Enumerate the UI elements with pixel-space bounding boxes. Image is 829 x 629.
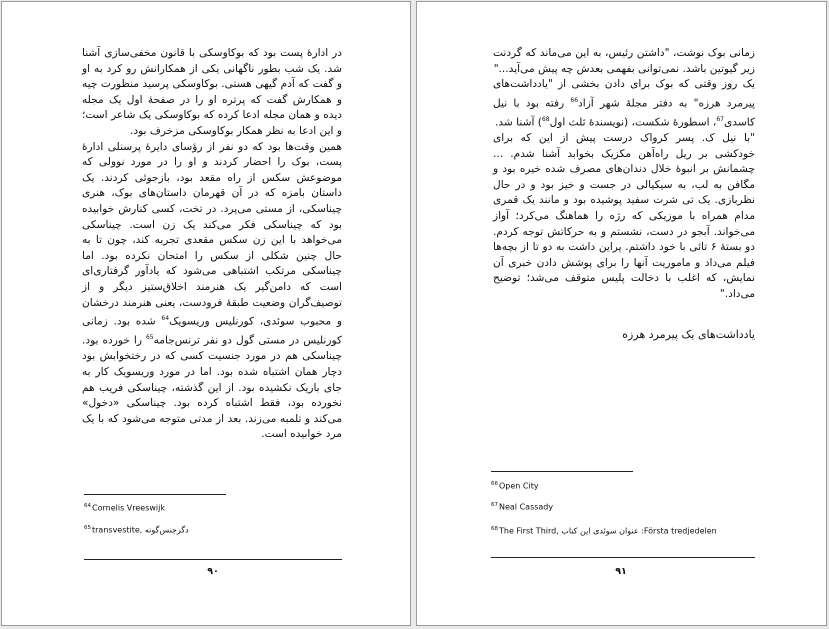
footnote-text: Cornelis Vreeswijk: [92, 503, 165, 513]
page-number: ۹۱: [615, 566, 627, 577]
page-number: ۹۰: [207, 566, 219, 577]
footnote-text: transvestite, دگرجنس‌گونه: [92, 525, 189, 535]
left-page-body: [82, 46, 342, 443]
section-heading: یادداشت‌های یک پیرمرد هرزه: [622, 328, 755, 341]
right-page: [416, 1, 827, 626]
footnote: [84, 501, 165, 514]
footnote-number: 64: [84, 503, 91, 509]
right-page-body: [493, 46, 755, 303]
footnote-ref: 64: [161, 315, 170, 323]
footnote-separator: [84, 494, 226, 495]
footnote: [491, 524, 717, 537]
footnote-text: Neal Cassady: [499, 502, 554, 512]
footnote-number: 66: [491, 481, 498, 487]
left-page: [1, 1, 411, 626]
footnote-number: 65: [84, 525, 91, 531]
footnote: [491, 500, 553, 513]
footnote: [491, 479, 539, 492]
paragraph: در ادارهٔ پست بود که بوکاوسکی با قانون مخفی‌سازی آشنا شد. یک شب بطور ناگهانی یکی از همکارانش رو کرد به او و گفت که آدم گیهی هستی. بوکاوسکی پرسید منظورت چیه و همکارش گفت که پرتره او را در صفحهٔ اول یک مجله دیده و همان مجله ادعا کرده که بوکاوسکی یک شاعر است؛ و این ادعا به نظر همکار بوکاوسکی مزخرف بود.: [82, 47, 342, 137]
paragraph: زمانی بوک نوشت، "داشتن رئیس، به این می‌ماند که گردنت زیر گیوتین باشد. نمی‌توانی بفهمی بعدش چه پیش می‌آید...": [493, 47, 755, 75]
paragraph: یک روز وقتی که بوک برای دادن بخشی از "یادداشت‌های پیرمرد هرزه" به دفتر مجلهٔ شهر آزاد$^{66}$ رفته بود با نیل کاسدی$^{67}$، اسطورهٔ شکست، (نویسندهٔ ثلث اول$^{68}$) آشنا شد.: [493, 78, 755, 129]
footnote-ref: 66: [570, 96, 579, 104]
footnote-text: The First Third, عنوان سوئدی این کتاب :Första tredjedelen: [499, 526, 717, 536]
page-bottom-rule: [491, 557, 755, 558]
paragraph: همین وقت‌ها بود که دو نفر از رؤسای دایرهٔ پرسنلی ادارهٔ پست، بوک را احضار کردند و او را در مورد نوولی که موضوعش سکس از راه مقعد بود، بازجوئی کردند. یک داستان بامزه که در آن قهرمان داستان‌های بوک، هنری چیناسکی، از مستی می‌پرد. در تخت، کسی کنارش خوابیده بود که چیناسکی فکر می‌کند یک زن است. چیناسکی می‌خواهد با این زن سکس مقعدی تجربه کند، چون تا به حال چنین شکلی از سکس را امتحان نکرده بود. اما چیناسکی مرتکب اشتباهی می‌شود که یادآور گرفتاری‌ای است که دامن‌گیر یک هنرمند اخلاق‌ستیز دیگر و از توصیف‌گران وضعیت طبقهٔ فرودست، یعنی هنرمند درخشان و محبوب سوئدی، کورنلیس وریسویک$^{64}$ شده بود. زمانی کورنلیس در مستی گول دو نفر ترنس‌جامه$^{65}$ را خورده بود. چیناسکی هم در مورد جنسیت کسی که در رختخوابش بود دچار همان اشتباه شده بود. اما در مورد وریسویک کار به جای باریک نکشیده بود. از این گذشته، چیناسکی فریب هم نخورده بود، فقط اشتباه کرده بود. چیناسکی «دخول» می‌کند و تلمبه می‌زند. بعد از مدتی متوجه می‌شود که با یک مرد خوابیده است.: [82, 140, 342, 441]
footnote-number: 68: [491, 526, 498, 532]
footnote-ref: 68: [541, 115, 550, 123]
footnote-text: Open City: [499, 481, 539, 491]
footnote-separator: [491, 471, 633, 472]
footnote-ref: 67: [716, 115, 724, 123]
footnote: [84, 523, 189, 536]
footnote-ref: 65: [145, 334, 154, 342]
page-bottom-rule: [84, 559, 342, 560]
footnote-number: 67: [491, 502, 498, 508]
paragraph: "با نیل ک. پسر کرواک درست پیش از این که برای خودکشی بر ریل راه‌آهن مکزیک بخوابد آشنا شدم. ... چشمانش بر انبوهٔ خلال دندان‌های مصرف شده خیره بود و مگافن به لب، به سیکیالی در جست و خیز بود و در حال نظربازی. یک تی شرت سفید پوشیده بود و مانند یک قمری مدام همراه با موزیکی که رژه را هماهنگ می‌کرد؛ آواز می‌خواند. آبجو در دست، نشستم و به حرکاتش توجه کردم. دو بستهٔ ۶ تائی با خود داشتم. پراین داشت به دو تا از بچه‌ها فیلم می‌داد و ماموریت آنها را برای پوشش دادن خبری آن نمایش، که اغلب با دخالت پلیس متوقف می‌شد؛ توضیح می‌داد.": [493, 132, 756, 300]
